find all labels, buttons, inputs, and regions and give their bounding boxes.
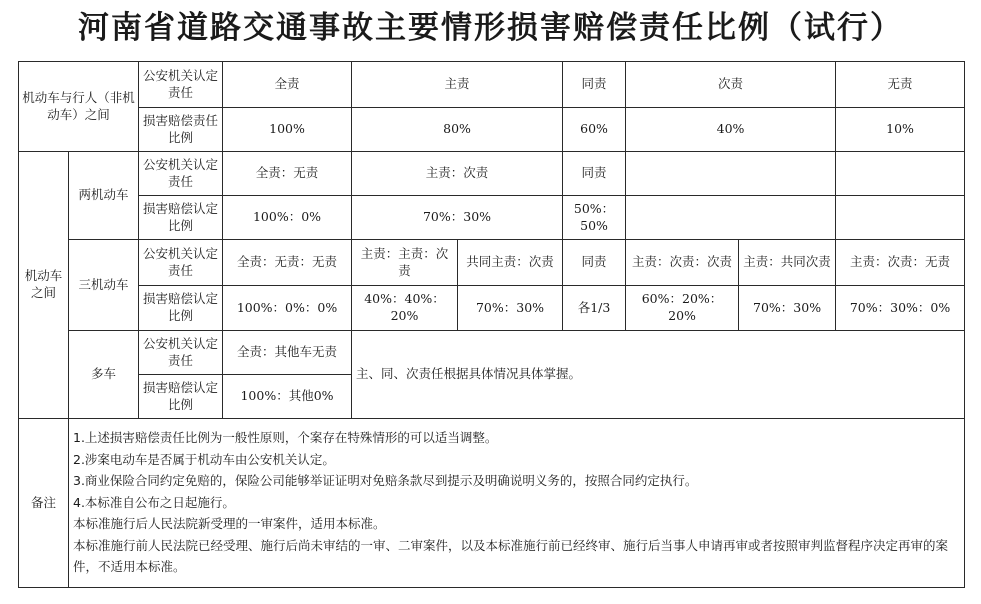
table-cell: 100%：0%：0% xyxy=(223,286,352,331)
table-cell xyxy=(836,152,965,196)
notes-content xyxy=(69,419,965,588)
row-header-three-vehicles: 三机动车 xyxy=(69,240,139,331)
table-row xyxy=(19,152,965,196)
table-cell: 全责：无责：无责 xyxy=(223,240,352,286)
table-cell: 70%：30% xyxy=(352,196,563,240)
table-cell: 次责 xyxy=(626,62,836,108)
table-cell: 80% xyxy=(352,108,563,152)
type-label-ratio: 损害赔偿认定比例 xyxy=(139,375,223,419)
table-cell: 60% xyxy=(563,108,626,152)
table-cell: 同责 xyxy=(563,152,626,196)
table-row xyxy=(19,62,965,108)
row-header-multi-vehicles: 多车 xyxy=(69,331,139,419)
table-row xyxy=(19,196,965,240)
table-cell: 100%：0% xyxy=(223,196,352,240)
table-cell: 各1/3 xyxy=(563,286,626,331)
type-label-police: 公安机关认定责任 xyxy=(139,62,223,108)
table-cell: 100%：其他0% xyxy=(223,375,352,419)
table-cell: 60%：20%：20% xyxy=(626,286,739,331)
table-cell: 主责 xyxy=(352,62,563,108)
row-header-pedestrian: 机动车与行人（非机动车）之间 xyxy=(19,62,139,152)
note-line: 2.涉案电动车是否属于机动车由公安机关认定。 xyxy=(73,451,335,467)
table-cell: 无责 xyxy=(836,62,965,108)
table-cell: 全责：无责 xyxy=(223,152,352,196)
type-label-police: 公安机关认定责任 xyxy=(139,331,223,375)
table-cell xyxy=(836,196,965,240)
table-cell: 70%：30%：0% xyxy=(836,286,965,331)
liability-ratio-table xyxy=(18,61,965,588)
table-cell: 主责：次责 xyxy=(352,152,563,196)
note-line: 1.上述损害赔偿责任比例为一般性原则，个案存在特殊情形的可以适当调整。 xyxy=(73,430,498,445)
table-cell: 50%：50% xyxy=(563,196,626,240)
row-header-two-vehicles: 两机动车 xyxy=(69,152,139,240)
type-label-police: 公安机关认定责任 xyxy=(139,240,223,286)
table-cell: 40%：40%：20% xyxy=(352,286,458,331)
table-cell xyxy=(626,152,836,196)
note-line: 本标准施行前人民法院已经受理、施行后尚未审结的一审、二审案件，以及本标准施行前已经终审、施行后当事人申请再审或者按照审判监督程序决定再审的案件，不适用本标准。 xyxy=(73,537,949,574)
table-cell: 10% xyxy=(836,108,965,152)
type-label-ratio: 损害赔偿认定比例 xyxy=(139,286,223,331)
note-line: 4.本标准自公布之日起施行。 xyxy=(73,494,235,510)
table-cell: 主责：共同次责 xyxy=(739,240,836,286)
type-label-ratio: 损害赔偿责任比例 xyxy=(139,108,223,152)
table-row xyxy=(19,331,965,375)
note-line: 3.商业保险合同约定免赔的，保险公司能够举证证明对免赔条款尽到提示及明确说明义务的，按照合同约定执行。 xyxy=(73,473,698,488)
table-cell: 主责：主责：次责 xyxy=(352,240,458,286)
table-cell: 主责：次责：无责 xyxy=(836,240,965,286)
table-cell: 同责 xyxy=(563,240,626,286)
table-cell: 70%：30% xyxy=(458,286,563,331)
table-cell: 40% xyxy=(626,108,836,152)
table-cell: 共同主责：次责 xyxy=(458,240,563,286)
multi-vehicle-rule: 主、同、次责任根据具体情况具体掌握。 xyxy=(352,331,965,419)
table-row xyxy=(19,108,965,152)
table-cell xyxy=(626,196,836,240)
note-line: 本标准施行后人民法院新受理的一审案件，适用本标准。 xyxy=(73,516,386,531)
notes-label: 备注 xyxy=(19,419,69,588)
table-row xyxy=(19,286,965,331)
notes-row xyxy=(19,419,965,588)
table-cell: 100% xyxy=(223,108,352,152)
type-label-ratio: 损害赔偿认定比例 xyxy=(139,196,223,240)
table-row xyxy=(19,240,965,286)
row-header-motor: 机动车之间 xyxy=(19,152,69,419)
table-cell: 主责：次责：次责 xyxy=(626,240,739,286)
table-cell: 全责 xyxy=(223,62,352,108)
type-label-police: 公安机关认定责任 xyxy=(139,152,223,196)
table-cell: 全责：其他车无责 xyxy=(223,331,352,375)
table-cell: 70%：30% xyxy=(739,286,836,331)
page-title: 河南省道路交通事故主要情形损害赔偿责任比例（试行） xyxy=(78,10,903,46)
table-cell: 同责 xyxy=(563,62,626,108)
